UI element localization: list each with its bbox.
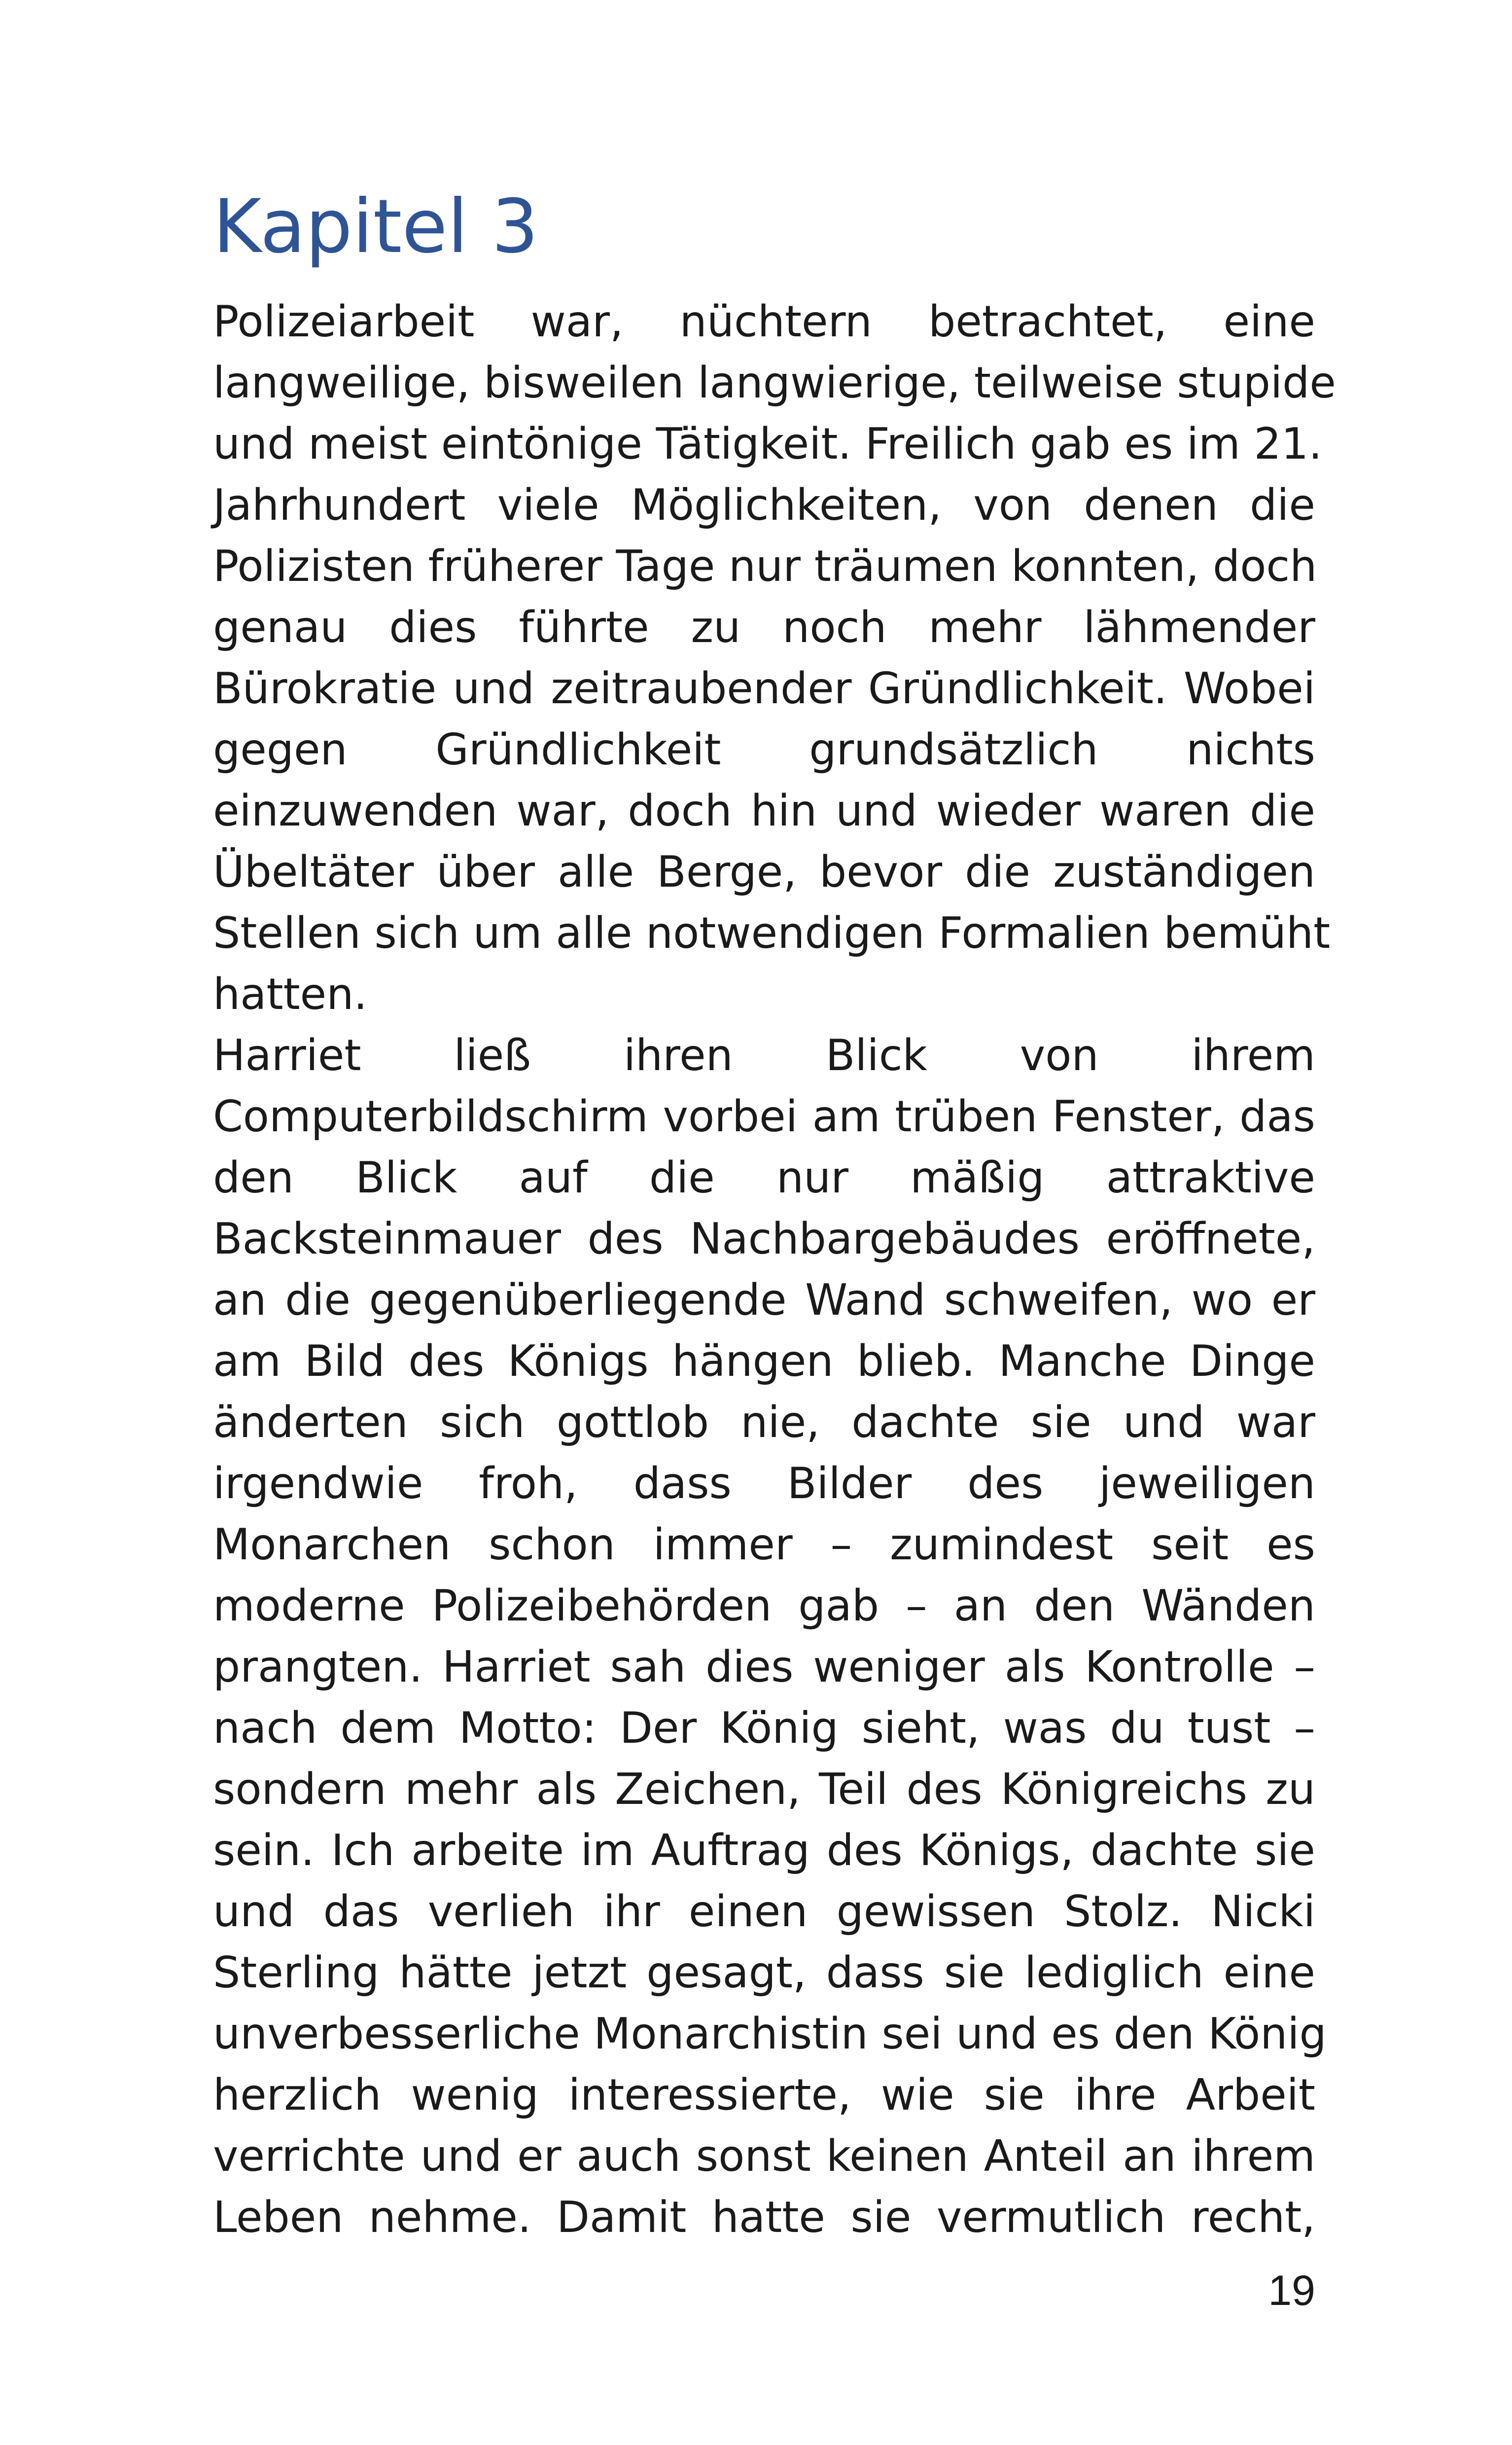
text-line: Monarchen schon immer – zumindest seit es xyxy=(213,1519,1315,1570)
text-line: Polizisten früherer Tage nur träumen konnten, doch xyxy=(213,541,1317,591)
text-line: Backsteinmauer des Nachbargebäudes eröffnete, xyxy=(213,1214,1315,1264)
text-line: änderten sich gottlob nie, dachte sie und war xyxy=(213,1397,1315,1447)
text-line: Bürokratie und zeitraubender Gründlichkeit. Wobei xyxy=(213,663,1315,714)
text-line: den Blick auf die nur mäßig attraktive xyxy=(213,1152,1315,1203)
text-line: Sterling hätte jetzt gesagt, dass sie lediglich eine xyxy=(213,1947,1315,1998)
text-line: Leben nehme. Damit hatte sie vermutlich recht, xyxy=(213,2192,1315,2242)
text-line: Polizeiarbeit war, nüchtern betrachtet, eine xyxy=(213,296,1315,347)
text-line: und das verlieh ihr einen gewissen Stolz. Nicki xyxy=(213,1886,1315,1937)
chapter-title: Kapitel 3 xyxy=(213,184,539,270)
text-line: langweilige, bisweilen langwierige, teilweise stupide xyxy=(213,358,1336,408)
text-line: verrichte und er auch sonst keinen Anteil an ihrem xyxy=(213,2131,1315,2181)
text-line-paragraph-end: hatten. xyxy=(213,969,367,1019)
text-line: an die gegenüberliegende Wand schweifen, wo er xyxy=(213,1275,1315,1325)
text-line: herzlich wenig interessierte, wie sie ihre Arbeit xyxy=(213,2070,1315,2120)
text-line: nach dem Motto: Der König sieht, was du tust – xyxy=(213,1703,1315,1753)
text-line: Jahrhundert viele Möglichkeiten, von denen die xyxy=(213,480,1315,530)
text-line: prangten. Harriet sah dies weniger als Kontrolle – xyxy=(213,1642,1315,1692)
text-line: Übeltäter über alle Berge, bevor die zuständigen xyxy=(213,847,1315,897)
text-line: Computerbildschirm vorbei am trüben Fenster, das xyxy=(213,1091,1315,1142)
page-number: 19 xyxy=(1268,2267,1315,2314)
text-line: unverbesserliche Monarchistin sei und es den König xyxy=(213,2009,1327,2059)
text-line: Harriet ließ ihren Blick von ihrem xyxy=(213,1030,1315,1080)
text-line: Stellen sich um alle notwendigen Formalien bemüht xyxy=(213,908,1331,958)
chapter-body-text xyxy=(213,291,1336,2248)
text-line: am Bild des Königs hängen blieb. Manche Dinge xyxy=(213,1336,1315,1386)
text-line: gegen Gründlichkeit grundsätzlich nichts xyxy=(213,724,1315,775)
text-line: sondern mehr als Zeichen, Teil des Königreichs zu xyxy=(213,1764,1315,1814)
text-line: genau dies führte zu noch mehr lähmender xyxy=(213,602,1315,652)
text-line: sein. Ich arbeite im Auftrag des Königs, dachte sie xyxy=(213,1825,1315,1875)
text-line: und meist eintönige Tätigkeit. Freilich gab es im 21. xyxy=(213,419,1322,469)
text-line: irgendwie froh, dass Bilder des jeweiligen xyxy=(213,1458,1315,1509)
text-line: einzuwenden war, doch hin und wieder waren die xyxy=(213,786,1315,836)
text-line: moderne Polizeibehörden gab – an den Wänden xyxy=(213,1581,1315,1631)
